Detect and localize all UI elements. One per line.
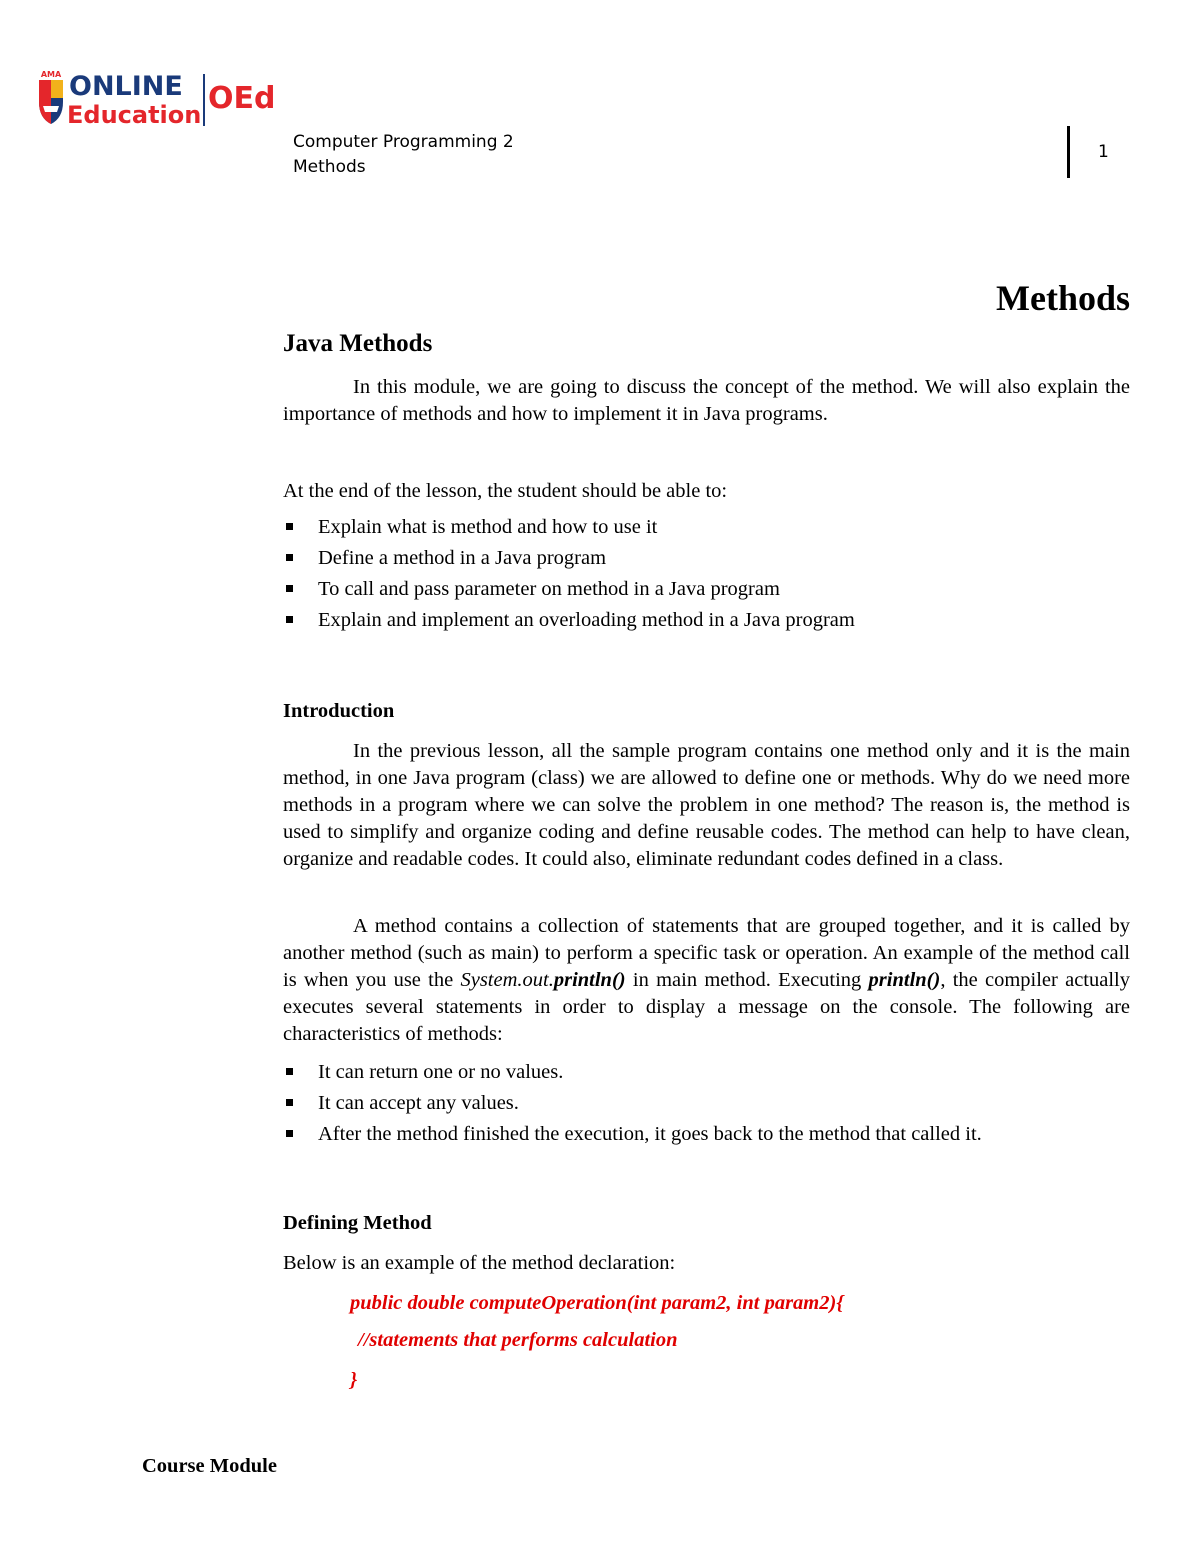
logo-divider (203, 74, 205, 126)
svg-text:AMA: AMA (40, 70, 62, 79)
objectives-list (283, 512, 855, 636)
introduction-heading: Introduction (283, 700, 395, 722)
list-item: Explain and implement an overloading method in a Java program (283, 605, 855, 636)
header-course-title: Computer Programming 2 (293, 132, 514, 152)
defining-method-heading: Defining Method (283, 1212, 432, 1234)
intro-paragraph: In this module, we are going to discuss the concept of the method. We will also explain the importance of methods and how to implement it in Java programs. (283, 376, 1130, 425)
code-line: //statements that performs calculation (358, 1329, 678, 1351)
objectives-lead: At the end of the lesson, the student should be able to: (283, 480, 728, 502)
list-item: Define a method in a Java program (283, 543, 855, 574)
list-item: Explain what is method and how to use it (283, 512, 855, 543)
list-item: After the method finished the execution, it goes back to the method that called it. (283, 1119, 982, 1150)
logo-education-text: Education (67, 101, 202, 128)
characteristics-list (283, 1057, 982, 1150)
page-header (293, 130, 514, 180)
defining-method-lead: Below is an example of the method declaration: (283, 1252, 676, 1274)
introduction-paragraph-2: A method contains a collection of statements that are grouped together, and it is called by another method (such as main) to perform a specific task or operation. An example of the method call is when you use the System.out.println() in main method. Executing println(), the compiler actually executes several statements in order to display a message on the console. The following are characteristics of methods: (283, 915, 1130, 1045)
online-education-logo (36, 68, 276, 128)
section-title: Java Methods (283, 330, 433, 357)
inline-code-system-out: System.out.println() (460, 969, 626, 991)
code-line: } (350, 1369, 358, 1391)
logo-online-text: ONLINE (69, 71, 183, 102)
list-item: It can accept any values. (283, 1088, 982, 1119)
logo-oed-text: OEd (208, 81, 276, 116)
list-item: It can return one or no values. (283, 1057, 982, 1088)
footer-course-module: Course Module (142, 1455, 277, 1477)
page-number: 1 (1098, 142, 1109, 162)
list-item: To call and pass parameter on method in a Java program (283, 574, 855, 605)
header-divider (1067, 126, 1070, 178)
document-title: Methods (996, 278, 1130, 318)
ama-shield-icon (39, 70, 63, 124)
inline-code-println: println() (868, 969, 941, 991)
code-line: public double computeOperation(int param2, int param2){ (350, 1292, 844, 1314)
introduction-paragraph-1: In the previous lesson, all the sample program contains one method only and it is the main method, in one Java program (class) we are allowed to define one or methods. Why do we need more methods in a program where we can solve the problem in one method? The reason is, the method is used to simplify and organize coding and define reusable codes. The method can help to have clean, organize and readable codes. It could also, eliminate redundant codes defined in a class. (283, 740, 1130, 870)
header-topic: Methods (293, 157, 366, 177)
